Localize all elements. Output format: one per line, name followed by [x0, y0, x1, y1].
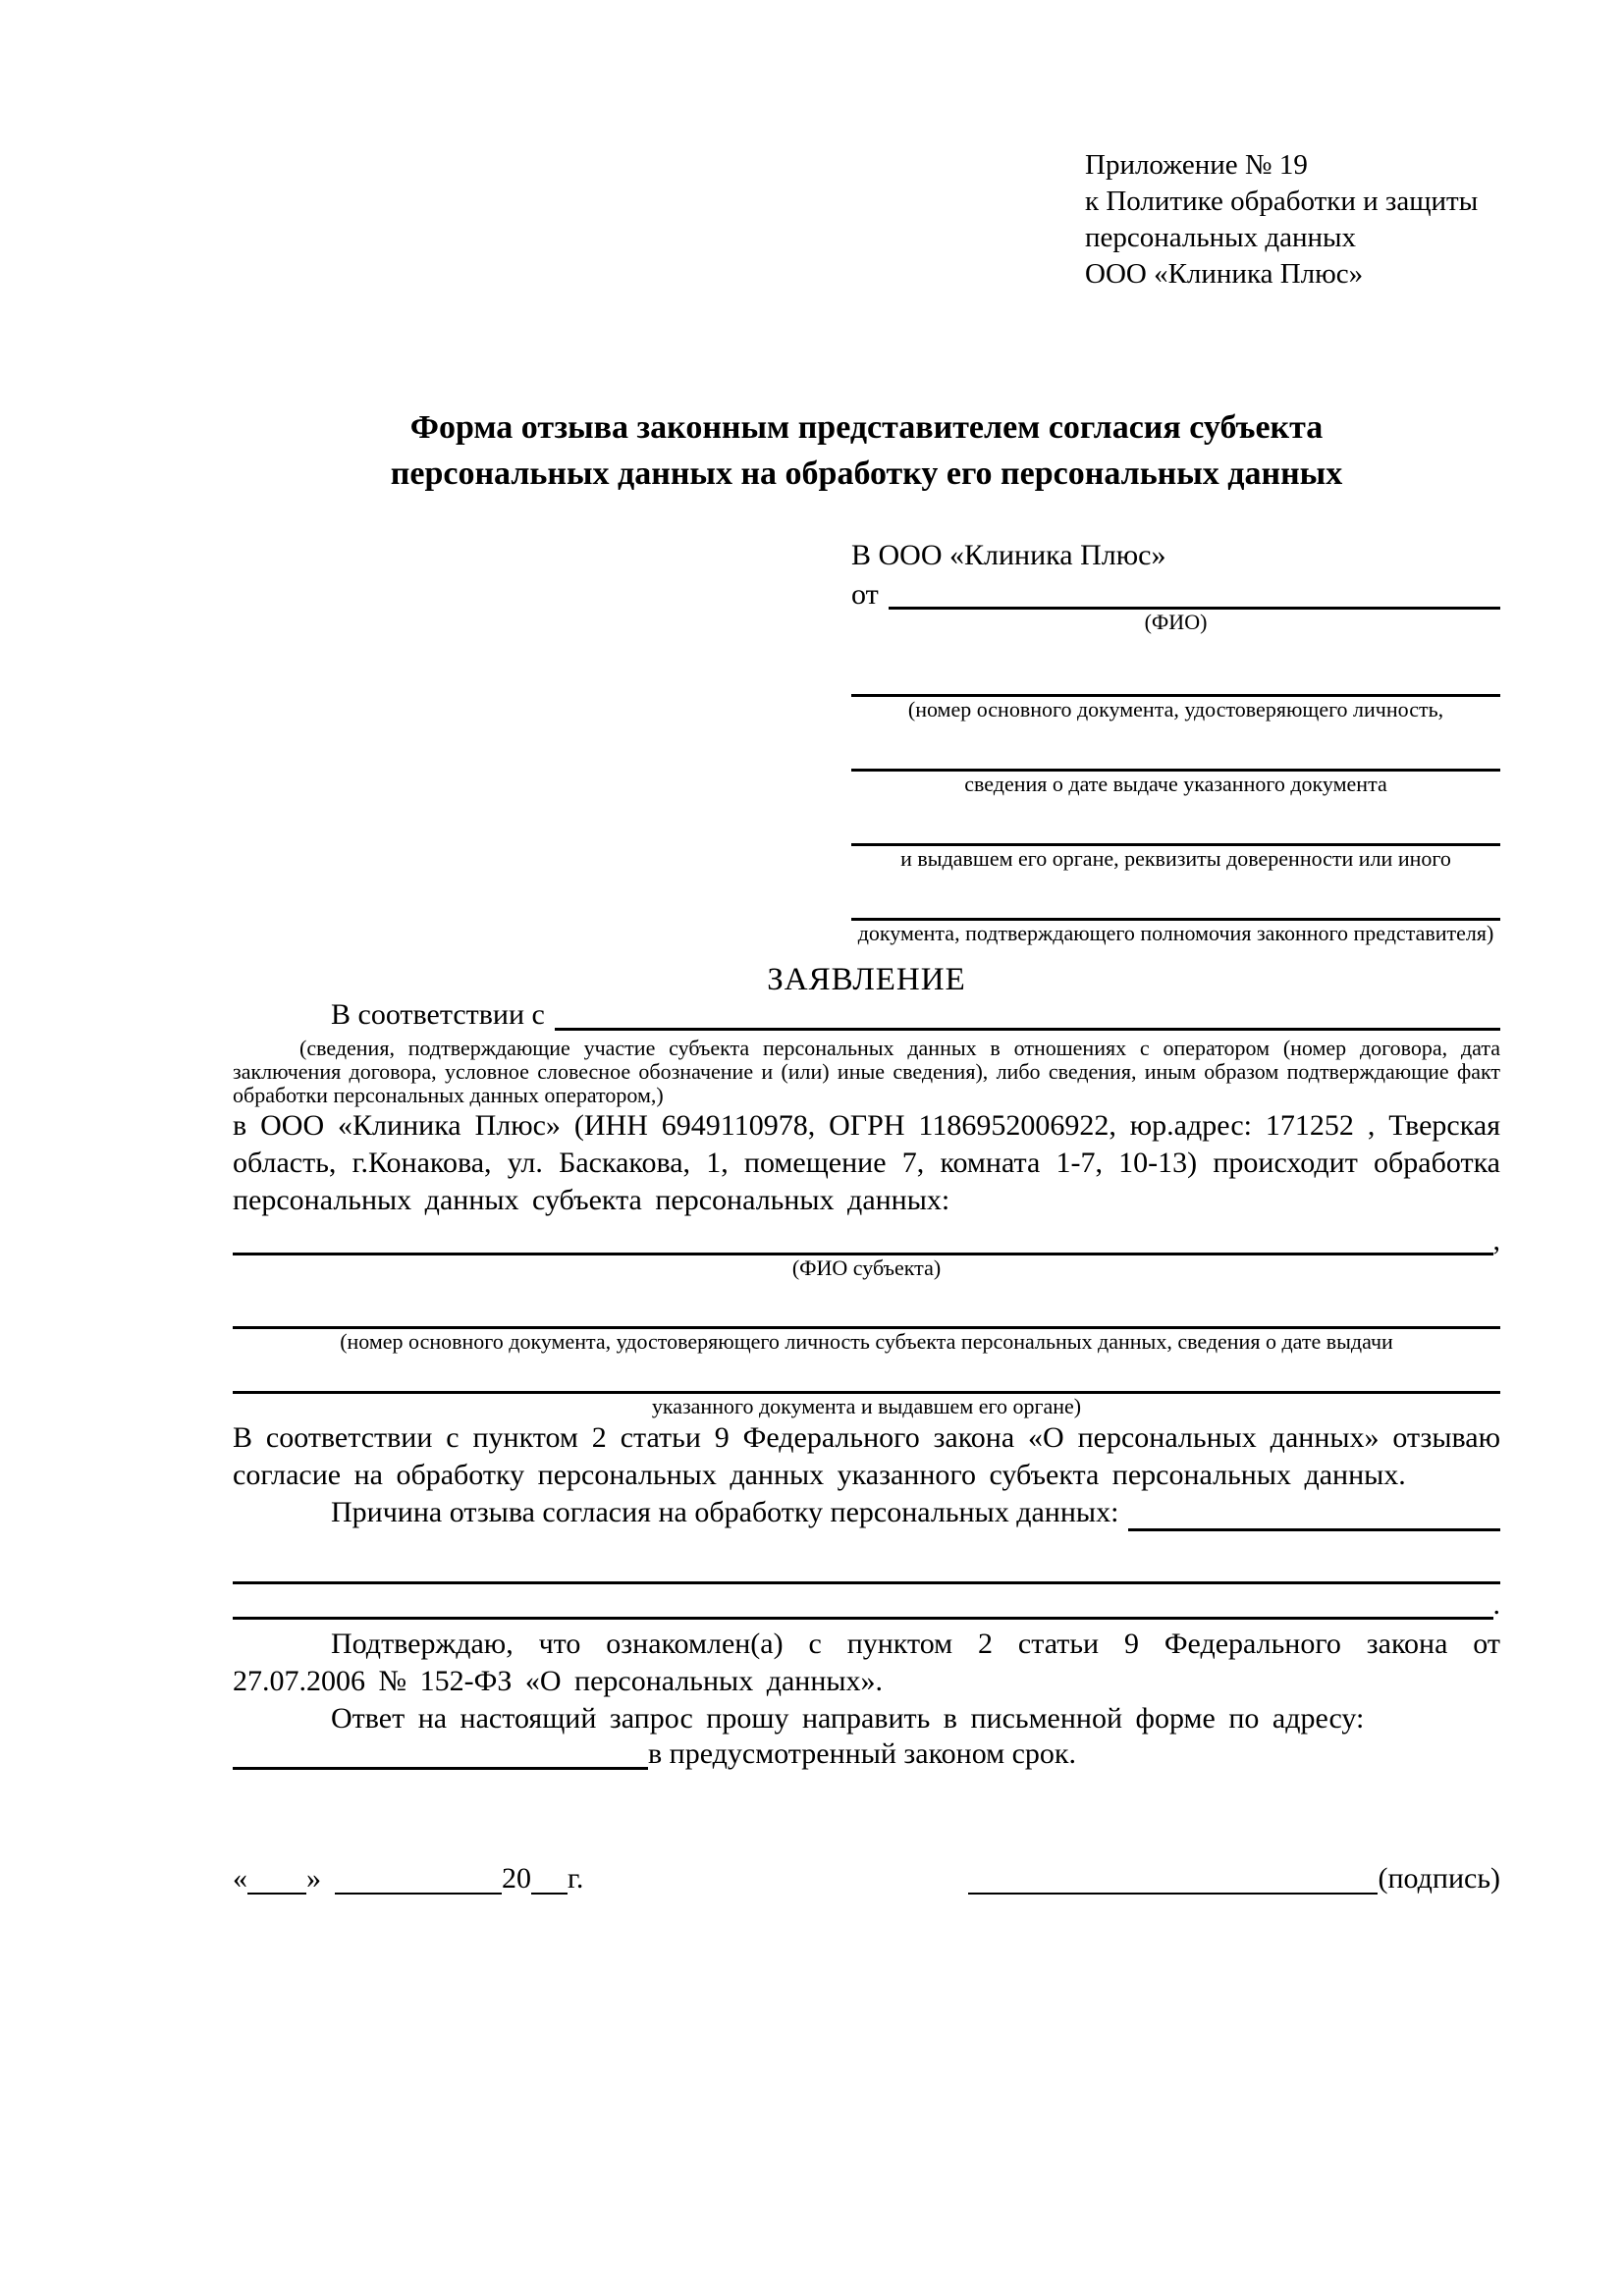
subject-fio-caption: (ФИО субъекта): [791, 1255, 942, 1280]
operator-info-paragraph: в ООО «Клиника Плюс» (ИНН 6949110978, ОГРН 1186952006922, юр.адрес: 171252 , Тверская область, г.Конакова, ул. Баскакова, 1, помещение 7, комната 1-7, 10-13) происходит обработка персональных данных субъекта персональных данных:: [233, 1109, 1500, 1216]
date-part: [233, 1863, 583, 1895]
representative-doc-input-line-2[interactable]: [851, 722, 1500, 772]
reason-row: [233, 1494, 1500, 1531]
representative-fio-input-line[interactable]: [889, 603, 1500, 610]
reason-label: Причина отзыва согласия на обработку персональных данных:: [331, 1496, 1119, 1528]
trailing-comma: ,: [1492, 1224, 1500, 1256]
addressee-organization: В ООО «Клиника Плюс»: [851, 539, 1166, 571]
signature-input-line[interactable]: [968, 1890, 1378, 1895]
withdraw-paragraph: В соответствии с пунктом 2 статьи 9 Федерального закона «О персональных данных» отзываю согласие на обработку персональных данных указанного субъекта персональных данных.: [233, 1421, 1500, 1491]
reason-continuation-row: [233, 1584, 1500, 1620]
reply-tail-text: в предусмотренный законом срок.: [648, 1737, 1076, 1770]
trailing-period: .: [1492, 1588, 1500, 1621]
signature-caption: (подпись): [1378, 1862, 1500, 1895]
representative-doc-input-line-3[interactable]: [851, 797, 1500, 846]
subject-fio-row: [233, 1219, 1500, 1255]
year-suffix: г.: [568, 1862, 584, 1895]
appendix-header-line: к Политике обработки и защиты: [1085, 186, 1479, 217]
reason-continuation-line-2[interactable]: [233, 1613, 1493, 1620]
reply-address-row: [233, 1737, 1500, 1770]
year-input-line[interactable]: [531, 1890, 568, 1895]
subject-doc-input-line-2[interactable]: [233, 1355, 1500, 1394]
date-close-quote: »: [306, 1862, 321, 1895]
subject-doc-caption-1: (номер основного документа, удостоверяющего личность субъекта персональных данных, сведения о дате выдачи: [340, 1329, 1393, 1354]
statement-heading: ЗАЯВЛЕНИЕ: [767, 962, 966, 997]
appendix-header: [1085, 147, 1500, 293]
appendix-header-line: Приложение № 19: [1085, 149, 1308, 181]
subject-doc-caption-2: указанного документа и выдавшем его органе): [651, 1394, 1082, 1418]
from-label: от: [851, 578, 879, 611]
representative-doc-caption-4: документа, подтверждающего полномочия законного представителя): [857, 921, 1494, 945]
month-input-line[interactable]: [335, 1890, 502, 1895]
fio-caption: (ФИО): [1144, 610, 1208, 634]
representative-doc-caption-2: сведения о дате выдаче указанного документа: [964, 772, 1387, 796]
appendix-header-line: персональных данных: [1085, 222, 1357, 253]
date-open-quote: «: [233, 1862, 247, 1895]
reason-input-line[interactable]: [1128, 1524, 1500, 1531]
appendix-header-line: ООО «Клиника Плюс»: [1085, 258, 1364, 290]
subject-doc-input-line-1[interactable]: [233, 1281, 1500, 1329]
reply-address-input-line[interactable]: [233, 1763, 648, 1770]
representative-doc-input-line-4[interactable]: [851, 872, 1500, 921]
date-signature-row: [233, 1863, 1500, 1895]
basis-footnote: (сведения, подтверждающие участие субъекта персональных данных в отношениях с оператором (номер договора, дата заключения договора, условное словесное обозначение и (или) иные сведения), либо сведения, иным образом подтверждающие факт обработки персональных данных оператором,): [233, 1036, 1500, 1107]
representative-doc-input-line-1[interactable]: [851, 635, 1500, 697]
representative-doc-caption-3: и выдавшем его органе, реквизиты доверенности или иного: [900, 846, 1451, 871]
document-title: Форма отзыва законным представителем согласия субъекта персональных данных на обработку его персональных данных: [390, 409, 1343, 492]
subject-fio-input-line[interactable]: [233, 1249, 1493, 1255]
day-input-line[interactable]: [247, 1890, 306, 1895]
basis-input-line[interactable]: [555, 1024, 1500, 1031]
from-row: [851, 580, 1500, 610]
reply-request-paragraph: Ответ на настоящий запрос прошу направить в письменной форме по адресу:: [331, 1702, 1365, 1735]
reason-continuation-line-1[interactable]: [233, 1531, 1500, 1584]
basis-label: В соответствии с: [331, 998, 545, 1031]
representative-doc-caption-1: (номер основного документа, удостоверяющего личность,: [907, 697, 1444, 721]
confirm-paragraph: Подтверждаю, что ознакомлен(а) с пунктом 2 статьи 9 Федерального закона от 27.07.2006 № 152-ФЗ «О персональных данных».: [233, 1628, 1500, 1697]
signature-part: [968, 1863, 1500, 1895]
year-prefix: 20: [502, 1862, 531, 1895]
addressee-block: [851, 537, 1500, 946]
basis-row: [233, 999, 1500, 1031]
